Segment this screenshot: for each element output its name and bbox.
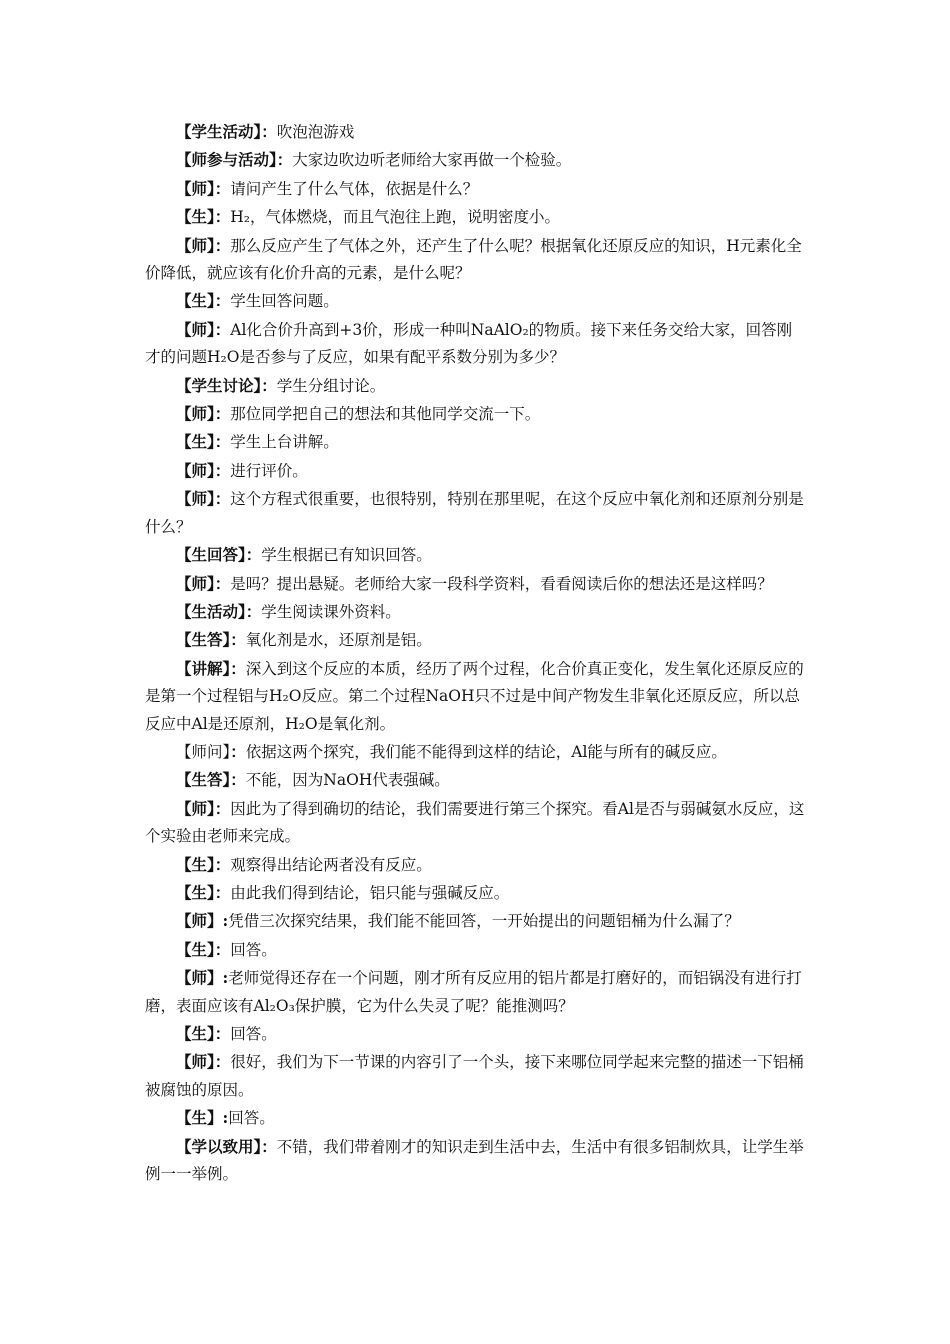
paragraph-text: 学生分组讨论。 xyxy=(276,376,386,395)
speaker-label: 【生】 xyxy=(176,939,215,959)
paragraph-text: 不错，我们带着刚才的知识走到生活中去，生活中有很多铝制炊具，让学生举例一一举例。 xyxy=(145,1137,804,1184)
speaker-separator: ： xyxy=(261,122,277,141)
speaker-separator: ： xyxy=(214,1052,231,1072)
paragraph-text: 回答。 xyxy=(230,940,277,959)
speaker-label: 【生】 xyxy=(176,432,215,452)
paragraph-text: 老师觉得还存在一个问题，刚才所有反应用的铝片都是打磨好的，而铝锅没有进行打磨，表面应该有Al₂O₃保护膜，它为什么失灵了呢？能推测吗？ xyxy=(145,969,802,1015)
paragraph-text: 回答。 xyxy=(228,1109,275,1128)
speaker-label: 【生】 xyxy=(176,207,215,227)
paragraph-text: 学生根据已有知识回答。 xyxy=(261,546,432,565)
speaker-separator: ： xyxy=(261,1136,277,1156)
transcript-paragraph xyxy=(145,316,805,372)
transcript-paragraph xyxy=(145,428,805,456)
speaker-separator: ： xyxy=(245,601,262,621)
speaker-label: 【师】 xyxy=(176,798,215,818)
transcript-paragraph xyxy=(145,203,805,231)
transcript-paragraph xyxy=(145,175,805,203)
speaker-separator: ： xyxy=(230,770,246,790)
transcript-paragraph xyxy=(145,400,805,428)
paragraph-text: 观察得出结论两者没有反应。 xyxy=(230,855,432,874)
paragraph-text: 依据这两个探究，我们能不能得到这样的结论，Al能与所有的碱反应。 xyxy=(245,742,727,761)
transcript-paragraph xyxy=(145,655,805,738)
transcript-paragraph xyxy=(145,1104,805,1132)
speaker-label: 【师】 xyxy=(176,319,215,339)
speaker-label: 【生】 xyxy=(176,854,215,874)
speaker-separator: ： xyxy=(230,741,246,761)
speaker-separator: : xyxy=(222,968,229,988)
speaker-label: 【师】 xyxy=(176,489,215,509)
paragraph-text: 进行评价。 xyxy=(230,461,308,480)
paragraph-text: 很好，我们为下一节课的内容引了一个头，接下来哪位同学起来完整的描述一下铝桶被腐蚀的原因。 xyxy=(145,1053,804,1099)
transcript-paragraph xyxy=(145,936,805,964)
speaker-separator: ： xyxy=(261,375,277,395)
speaker-separator: ： xyxy=(214,882,231,902)
speaker-label: 【师】 xyxy=(176,460,215,480)
transcript-paragraph xyxy=(145,1048,805,1104)
speaker-separator: ： xyxy=(214,178,231,198)
speaker-label: 【师】 xyxy=(176,235,215,255)
speaker-separator: : xyxy=(222,911,229,931)
paragraph-text: 这个方程式很重要，也很特别，特别在那里呢，在这个反应中氧化剂和还原剂分别是什么？ xyxy=(145,490,804,536)
paragraph-text: 不能，因为NaOH代表强碱。 xyxy=(245,771,450,790)
transcript-paragraph xyxy=(145,1133,805,1189)
speaker-separator: ： xyxy=(214,291,231,311)
transcript-paragraph xyxy=(145,118,805,146)
speaker-label: 【师】 xyxy=(176,178,215,198)
speaker-separator: ： xyxy=(214,854,231,874)
paragraph-text: 凭借三次探究结果，我们能不能回答，一开始提出的问题铝桶为什么漏了？ xyxy=(228,912,740,931)
speaker-label: 【生】 xyxy=(176,882,215,902)
speaker-label: 【学生讨论】 xyxy=(176,375,262,395)
speaker-separator: ： xyxy=(214,1024,231,1043)
transcript-paragraph xyxy=(145,795,805,851)
paragraph-text: 因此为了得到确切的结论，我们需要进行第三个探究。看Al是否与弱碱氨水反应，这个实验由老师来完成。 xyxy=(145,799,805,846)
speaker-separator: : xyxy=(222,1108,229,1128)
transcript-paragraph xyxy=(145,879,805,907)
speaker-separator: ： xyxy=(214,404,231,424)
paragraph-text: 是吗？提出悬疑。老师给大家一段科学资料，看看阅读后你的想法还是这样吗？ xyxy=(230,574,773,593)
speaker-separator: ： xyxy=(214,798,231,818)
paragraph-text: Al化合价升高到+3价，形成一种叫NaAlO₂的物质。接下来任务交给大家，回答刚才的问题H₂O是否参与了反应，如果有配平系数分别为多少？ xyxy=(145,320,793,367)
speaker-separator: ： xyxy=(214,235,231,255)
speaker-label: 【生】 xyxy=(176,1108,223,1128)
speaker-label: 【师】 xyxy=(176,968,223,988)
transcript-paragraph xyxy=(145,570,805,598)
speaker-label: 【师】 xyxy=(176,911,223,931)
speaker-label: 【学以致用】 xyxy=(176,1136,262,1156)
paragraph-text: H₂，气体燃烧，而且气泡往上跑，说明密度小。 xyxy=(230,208,561,227)
paragraph-text: 大家边吹边听老师给大家再做一个检验。 xyxy=(292,151,572,170)
speaker-label: 【生】 xyxy=(176,1024,215,1043)
speaker-label: 【生答】 xyxy=(176,630,231,650)
transcript-paragraph xyxy=(145,766,805,794)
speaker-label: 【生活动】 xyxy=(176,601,246,621)
transcript-paragraph xyxy=(145,232,805,288)
transcript-paragraph xyxy=(145,485,805,541)
lesson-transcript xyxy=(145,118,805,1188)
paragraph-text: 吹泡泡游戏 xyxy=(276,123,355,141)
transcript-paragraph xyxy=(145,626,805,654)
transcript-paragraph xyxy=(145,964,805,1020)
speaker-label: 【学生活动】 xyxy=(176,122,262,141)
paragraph-text: 学生阅读课外资料。 xyxy=(261,602,401,621)
paragraph-text: 氧化剂是水，还原剂是铝。 xyxy=(245,631,432,650)
transcript-paragraph xyxy=(145,907,805,935)
transcript-paragraph xyxy=(145,146,805,174)
paragraph-text: 回答。 xyxy=(230,1025,277,1043)
transcript-paragraph xyxy=(145,738,805,766)
paragraph-text: 那么反应产生了气体之外，还产生了什么呢？根据氧化还原反应的知识，H元素化全价降低，就应该有化价升高的元素，是什么呢？ xyxy=(145,236,802,283)
transcript-paragraph xyxy=(145,287,805,315)
speaker-separator: ： xyxy=(214,432,231,452)
speaker-separator: ： xyxy=(214,207,231,227)
speaker-separator: ： xyxy=(214,460,231,480)
speaker-separator: ： xyxy=(245,545,262,565)
speaker-label: 【生】 xyxy=(176,291,215,311)
paragraph-text: 请问产生了什么气体，依据是什么？ xyxy=(230,179,479,198)
speaker-separator: ： xyxy=(214,573,231,593)
speaker-label: 【师】 xyxy=(176,573,215,593)
transcript-paragraph xyxy=(145,457,805,485)
transcript-paragraph xyxy=(145,1020,805,1048)
speaker-label: 【师参与活动】 xyxy=(176,150,277,170)
paragraph-text: 学生上台讲解。 xyxy=(230,433,339,452)
speaker-separator: ： xyxy=(214,939,231,959)
speaker-label: 【师】 xyxy=(176,404,215,424)
paragraph-text: 由此我们得到结论，铝只能与强碱反应。 xyxy=(230,883,510,902)
paragraph-text: 学生回答问题。 xyxy=(230,292,339,311)
speaker-separator: ： xyxy=(230,658,246,678)
paragraph-text: 那位同学把自己的想法和其他同学交流一下。 xyxy=(230,405,541,424)
transcript-paragraph xyxy=(145,541,805,569)
transcript-paragraph xyxy=(145,851,805,879)
speaker-label: 【师】 xyxy=(176,1052,215,1072)
speaker-separator: ： xyxy=(230,630,246,650)
speaker-label: 【讲解】 xyxy=(176,658,231,678)
transcript-paragraph xyxy=(145,598,805,626)
transcript-paragraph xyxy=(145,372,805,400)
speaker-label: 【生回答】 xyxy=(176,545,246,565)
speaker-separator: ： xyxy=(276,150,293,170)
speaker-label: 【师问】 xyxy=(176,742,231,761)
speaker-separator: ： xyxy=(214,319,231,339)
speaker-label: 【生答】 xyxy=(176,770,231,790)
speaker-separator: ： xyxy=(214,489,231,509)
paragraph-text: 深入到这个反应的本质，经历了两个过程，化合价真正变化，发生氧化还原反应的是第一个过程铝与H₂O反应。第二个过程NaOH只不过是中间产物发生非氧化还原反应，所以总反应中Al是还原剂，H₂O是氧化剂。 xyxy=(145,659,804,733)
